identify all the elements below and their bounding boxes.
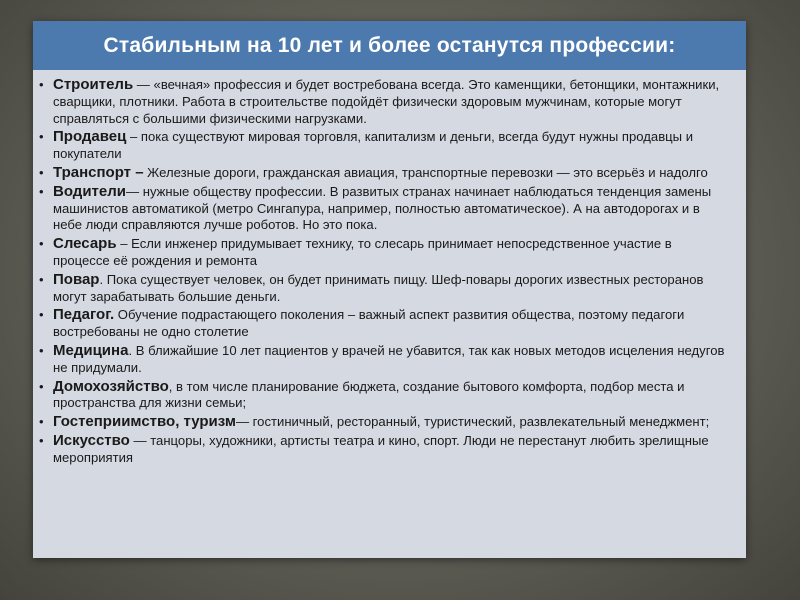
profession-description: Обучение подрастающего поколения – важный аспект развития общества, поэтому педагоги востребованы не одно столетие	[53, 307, 685, 340]
list-item	[39, 129, 732, 163]
bullet-icon: •	[39, 183, 44, 199]
bullet-icon: •	[39, 77, 44, 92]
profession-term: Слесарь	[53, 235, 117, 253]
bullet-icon: •	[39, 129, 44, 145]
title-bar	[33, 21, 746, 70]
profession-description: — нужные обществу профессии. В развитых странах начинает наблюдаться тенденция замены машинистов автоматикой (метро Сингапура, например, полностью автоматическое). А на автодорогах и в небе люди справляются лучше роботов. Но это пока.	[53, 183, 712, 233]
profession-description: – Если инженер придумывает технику, то слесарь принимает непосредственное участие в процессе её рождения и ремонта	[53, 236, 672, 268]
list-item	[39, 236, 732, 270]
profession-description: . Пока существует человек, он будет принимать пищу. Шеф-повары дорогих известных ресторанов могут зарабатывать большие деньги.	[53, 271, 704, 304]
list-item	[39, 184, 732, 234]
bullet-icon: •	[39, 271, 44, 287]
list-item	[39, 414, 732, 431]
list-item	[39, 433, 732, 467]
list-item	[39, 272, 732, 306]
profession-description: — танцоры, художники, артисты театра и кино, спорт. Люди не перестанут любить зрелищные мероприятия	[53, 432, 709, 465]
profession-term: Продавец	[53, 128, 127, 146]
list-item	[39, 379, 732, 413]
professions-list	[33, 70, 746, 467]
profession-description: Железные дороги, гражданская авиация, транспортные перевозки — это всерьёз и надолго	[143, 164, 708, 180]
profession-description: . В ближайшие 10 лет пациентов у врачей не убавится, так как новых методов исцеления недугов не придумали.	[53, 342, 725, 375]
slide	[33, 21, 746, 558]
bullet-icon: •	[39, 342, 44, 358]
profession-term: Домохозяйство	[53, 377, 169, 395]
profession-term: Строитель	[53, 76, 134, 93]
profession-description: – пока существуют мировая торговля, капитализм и деньги, всегда будут нужны продавцы и покупатели	[53, 129, 694, 162]
profession-term: Транспорт –	[53, 163, 144, 181]
list-item	[39, 307, 732, 341]
bullet-icon: •	[39, 236, 44, 252]
profession-term: Повар	[53, 270, 100, 288]
profession-description: — «вечная» профессия и будет востребована всегда. Это каменщики, бетонщики, монтажники, сварщики, плотники. Работа в строительстве подойдёт физически здоровым мужчинам, которые могут справляться с большими физическими нагрузками.	[53, 77, 720, 126]
profession-term: Водители	[53, 182, 126, 200]
bullet-icon: •	[39, 307, 44, 323]
profession-term: Медицина	[53, 341, 129, 359]
profession-term: Педагог.	[53, 306, 115, 324]
list-item	[39, 77, 732, 127]
profession-description: — гостиничный, ресторанный, туристический, развлекательный менеджмент;	[235, 414, 710, 430]
list-item	[39, 165, 732, 182]
profession-term: Гостеприимство, туризм	[53, 413, 236, 431]
profession-term: Искусство	[53, 431, 130, 449]
bullet-icon: •	[39, 164, 44, 180]
list-item	[39, 343, 732, 377]
slide-title: Стабильным на 10 лет и более останутся профессии:	[103, 33, 676, 57]
bullet-icon: •	[39, 378, 44, 394]
bullet-icon: •	[39, 432, 44, 448]
profession-description: , в том числе планирование бюджета, создание бытового комфорта, подбор места и пространства для жизни семьи;	[53, 378, 685, 411]
bullet-icon: •	[39, 414, 44, 430]
